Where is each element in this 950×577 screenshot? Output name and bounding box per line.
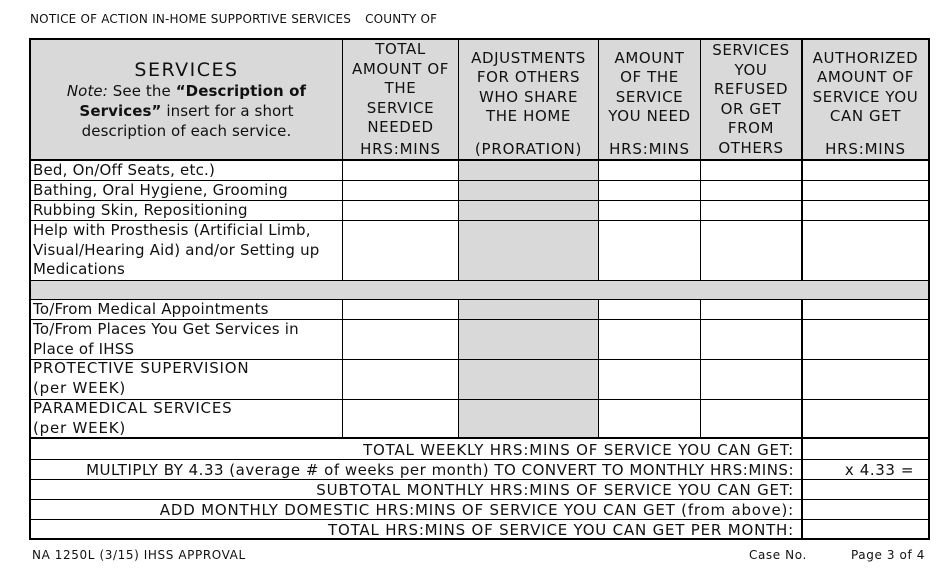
services-header: SERVICES Note: See the “Description of Services” insert for a short description of each service. xyxy=(66,58,307,140)
authorized-header: AUTHORIZED AMOUNT OF SERVICE YOU CAN GET xyxy=(812,48,919,125)
refused-header: SERVICES YOU REFUSED OR GET FROM OTHERS xyxy=(712,41,790,157)
row-label: Help with Prosthesis (Artificial Limb, Visual/Hearing Aid) and/or Setting up Medications xyxy=(33,221,320,278)
col-rule xyxy=(342,299,343,439)
col-rule xyxy=(458,299,459,439)
row-label: PROTECTIVE SUPERVISION (per WEEK) xyxy=(33,359,250,397)
amount-need-header: AMOUNT OF THE SERVICE YOU NEED xyxy=(608,48,691,125)
col-rule xyxy=(598,299,599,439)
amount-need-unit: HRS:MINS xyxy=(609,140,690,158)
row-rule xyxy=(29,280,930,281)
services-table xyxy=(29,38,930,539)
total-weekly-label: TOTAL WEEKLY HRS:MINS OF SERVICE YOU CAN GET: xyxy=(363,441,794,459)
subtotal-label: SUBTOTAL MONTHLY HRS:MINS OF SERVICE YOU CAN GET: xyxy=(316,481,794,499)
total-needed-unit: HRS:MINS xyxy=(360,140,441,158)
form-id: NA 1250L (3/15) IHSS APPROVAL xyxy=(32,548,246,562)
row-label: PARAMEDICAL SERVICES (per WEEK) xyxy=(33,399,233,437)
form-header xyxy=(30,12,437,26)
row-label: Rubbing Skin, Repositioning xyxy=(33,201,248,219)
col-rule xyxy=(928,439,930,539)
total-monthly-label: TOTAL HRS:MINS OF SERVICE YOU CAN GET PER MONTH: xyxy=(328,521,794,539)
row-rule xyxy=(29,479,930,480)
services-note: Note: See the “Description of xyxy=(66,81,307,100)
adjustments-unit: (PRORATION) xyxy=(474,140,583,158)
county-label: COUNTY OF xyxy=(365,12,438,26)
total-needed-header: TOTAL AMOUNT OF THE SERVICE NEEDED xyxy=(352,40,449,137)
col-rule xyxy=(29,439,31,539)
authorized-unit: HRS:MINS xyxy=(825,140,906,158)
multiply-label: MULTIPLY BY 4.33 (average # of weeks per month) TO CONVERT TO MONTHLY HRS:MINS: xyxy=(86,461,794,479)
row-rule xyxy=(29,459,930,460)
row-label: To/From Places You Get Services in Place of IHSS xyxy=(33,320,299,358)
form-title: NOTICE OF ACTION IN-HOME SUPPORTIVE SERVICES xyxy=(30,12,352,26)
services-title: SERVICES xyxy=(134,58,239,81)
page-number: Page 3 of 4 xyxy=(851,548,925,562)
multiply-value: x 4.33 = xyxy=(844,461,915,479)
row-label: Bed, On/Off Seats, etc.) xyxy=(33,161,216,179)
adjustments-header: ADJUSTMENTS FOR OTHERS WHO SHARE THE HOME xyxy=(471,48,586,125)
row-rule xyxy=(29,499,930,500)
col-rule xyxy=(801,299,803,539)
domestic-label: ADD MONTHLY DOMESTIC HRS:MINS OF SERVICE YOU CAN GET (from above): xyxy=(159,501,794,519)
case-number-label: Case No. xyxy=(749,548,807,562)
row-rule xyxy=(29,519,930,520)
col-rule xyxy=(700,299,701,439)
row-label: Bathing, Oral Hygiene, Grooming xyxy=(33,181,288,199)
row-label: To/From Medical Appointments xyxy=(33,300,269,318)
